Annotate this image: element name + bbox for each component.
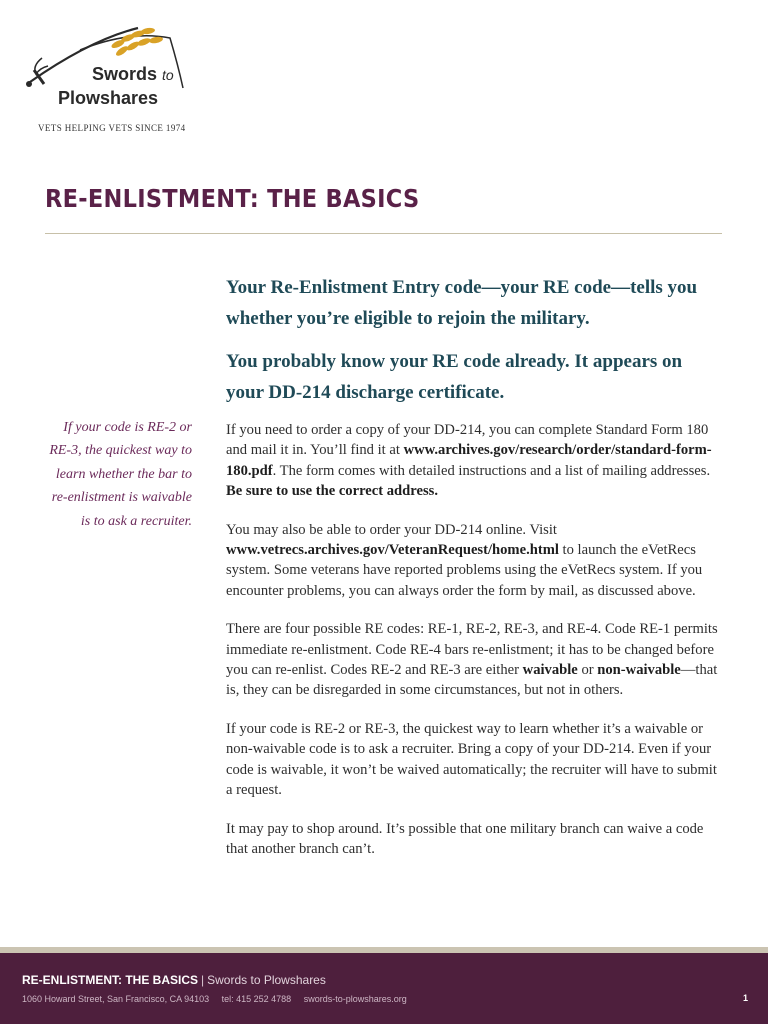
vetrecs-link[interactable]: www.vetrecs.archives.gov/VeteranRequest/home.html bbox=[226, 542, 559, 559]
paragraph-recruiter: If your code is RE-2 or RE-3, the quickest way to learn whether it’s a waivable or non-waivable code is to ask a recruiter. Bring a copy of your DD-214. Even if your code is waivable, it won’t be waived automatically; the recruiter will have to submit a request. bbox=[226, 720, 717, 799]
footer-title: RE-ENLISTMENT: THE BASICS | Swords to Plowshares bbox=[22, 973, 326, 987]
page-number: 1 bbox=[742, 993, 748, 1003]
page-title: RE-ENLISTMENT: THE BASICS bbox=[45, 184, 420, 213]
page-footer bbox=[0, 947, 768, 1024]
footer-website[interactable]: swords-to-plowshares.org bbox=[303, 994, 407, 1004]
sf180-link[interactable]: www.archives.gov/research/order/standard-form-180.pdf bbox=[226, 442, 712, 479]
paragraph-shop-around: It may pay to shop around. It’s possible that one military branch can waive a code that another branch can’t. bbox=[226, 820, 704, 857]
paragraph-re-codes: There are four possible RE codes: RE-1, RE-2, RE-3, and RE-4. Code RE-1 permits immediate re-enlistment. Code RE-4 bars re-enlistment; it has to be changed before you can re-enlist. Codes RE-2 and RE-3 are either waivable or non-waivable—that is, they can be disregarded in some circumstances, but not in others. bbox=[226, 621, 718, 699]
logo-name-line1: Swords to bbox=[92, 64, 174, 84]
main-content bbox=[226, 272, 722, 877]
logo-name-to: to bbox=[162, 67, 174, 83]
correct-address-note: Be sure to use the correct address. bbox=[226, 483, 438, 500]
lead-paragraph-2: You probably know your RE code already. It appears on your DD-214 discharge certificate. bbox=[226, 351, 683, 403]
paragraph-order-online: You may also be able to order your DD-214 online. Visit www.vetrecs.archives.gov/VeteranRequest/home.html to launch the eVetRecs system. Some veterans have reported problems using the eVetRecs system. If you encounter problems, you can always order the form by mail, as discussed above. bbox=[226, 521, 703, 599]
logo-tagline: VETS HELPING VETS SINCE 1974 bbox=[38, 123, 186, 133]
footer-contact bbox=[22, 994, 417, 1004]
logo-name-line2: Plowshares bbox=[58, 88, 159, 108]
paragraph-order-form: If you need to order a copy of your DD-214, you can complete Standard Form 180 and mail it in. You’ll find it at www.archives.gov/research/order/standard-form-180.pdf. The form comes with detailed instructions and a list of mailing addresses. Be sure to use the correct address. bbox=[226, 422, 712, 500]
non-waivable-term: non-waivable bbox=[597, 662, 681, 679]
org-logo bbox=[20, 20, 220, 140]
title-divider bbox=[45, 233, 722, 234]
waivable-term: waivable bbox=[522, 662, 578, 679]
lead-paragraph-1: Your Re-Enlistment Entry code—your RE code—tells you whether you’re eligible to rejoin the military. bbox=[226, 277, 698, 329]
footer-address: 1060 Howard Street, San Francisco, CA 94103 bbox=[22, 994, 210, 1004]
footer-phone: tel: 415 252 4788 bbox=[221, 994, 292, 1004]
sidebar-pull-quote: If your code is RE-2 or RE-3, the quickest way to learn whether the bar to re-enlistment is waivable is to ask a recruiter. bbox=[49, 420, 192, 529]
